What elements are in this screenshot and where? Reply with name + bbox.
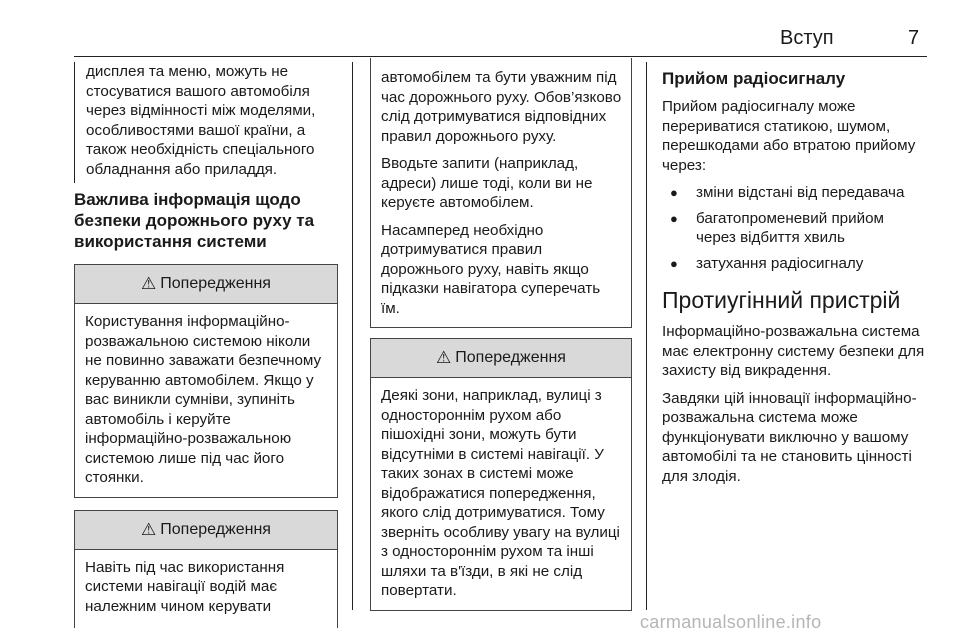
warning-text: Навіть під час використання системи навігації водій має належним чином керувати <box>85 558 285 615</box>
warning-title: Попередження <box>160 275 271 293</box>
column-2 <box>370 58 632 611</box>
column-1 <box>74 58 338 628</box>
warning-box-1 <box>74 264 338 498</box>
warning-icon: ⚠ <box>141 519 157 539</box>
warning-title: Попередження <box>160 520 271 538</box>
antitheft-paragraph: Інформаційно-розважальна система має електронну систему безпеки для захисту від викрадення. <box>662 323 925 379</box>
list-item-text: багатопроменевий прийом через відбиття хвиль <box>696 209 884 246</box>
warning-text: Користування інформаційно-розважальною системою ніколи не повинно заважати безпечному керуванню автомобілем. Якщо у вас виникли сумніви, зупиніть автомобіль і керуйте інформаційно-розважальною системою лише під час його стоянки. <box>85 313 322 486</box>
radio-bullet-list <box>662 183 928 273</box>
column-divider <box>646 62 647 610</box>
antitheft-heading: Протиугінний пристрій <box>662 287 901 313</box>
bullet-icon: ● <box>670 210 678 226</box>
warning-box-continued <box>370 58 632 328</box>
column-3 <box>662 58 928 494</box>
bullet-icon: ● <box>670 185 678 200</box>
warning-header <box>75 511 337 550</box>
radio-reception-heading: Прийом радіосигналу <box>662 69 846 88</box>
list-item-text: затухання радіосигналу <box>696 254 864 272</box>
antitheft-paragraph: Завдяки цій інновації інформаційно-розважальна система може функціонувати виключно у вашому автомобілі та не становить цінності для злодія. <box>662 389 917 485</box>
warning-icon: ⚠ <box>436 348 452 368</box>
column-divider <box>352 62 353 610</box>
warning-paragraph: Вводьте запити (наприклад, адреси) лише тоді, коли ви не керуєте автомобілем. <box>381 155 593 211</box>
continued-paragraph: дисплея та меню, можуть не стосуватися вашого автомобіля через відмінності між моделями, особливостями вашої країни, а також необхідність спеціального обладнання або приладдя. <box>86 63 316 178</box>
list-item-text: зміни відстані від передавача <box>696 184 905 201</box>
warning-icon: ⚠ <box>141 274 157 294</box>
header-rule <box>74 56 927 57</box>
warning-paragraph: Насамперед необхідно дотримуватися правил дорожнього руху, навіть якщо підказки навігатора суперечать їм. <box>381 221 601 317</box>
warning-box-2 <box>74 510 338 629</box>
warning-box-3 <box>370 338 632 611</box>
warning-header <box>75 265 337 304</box>
section-title: Вступ <box>780 27 834 49</box>
list-item <box>662 209 928 248</box>
warning-header <box>371 339 631 378</box>
list-item <box>662 183 928 203</box>
list-item <box>662 254 928 274</box>
watermark: carmanualsonline.info <box>640 612 822 632</box>
radio-intro-paragraph: Прийом радіосигналу може перериватися статикою, шумом, перешкодами або втратою прийому через: <box>662 98 916 174</box>
warning-text: Деякі зони, наприклад, вулиці з одностороннім рухом або пішохідні зони, можуть бути відсутніми в системі навігації. У таких зонах в системі може відображатися попередження, якого слід дотримуватися. Тому зверніть особливу увагу на вулиці з одностороннім рухом та інші шляхи та в'їзди, в які не слід повертати. <box>381 387 620 599</box>
warning-continued-text: автомобілем та бути уважним під час дорожнього руху. Обов’язково слід дотримуватися відповідних правил дорожнього руху. <box>381 69 622 145</box>
bullet-icon: ● <box>670 255 678 271</box>
page-number: 7 <box>908 27 920 49</box>
warning-title: Попередження <box>455 349 566 367</box>
safety-heading: Важлива інформація щодо безпеки дорожнього руху та використання системи <box>74 190 315 251</box>
